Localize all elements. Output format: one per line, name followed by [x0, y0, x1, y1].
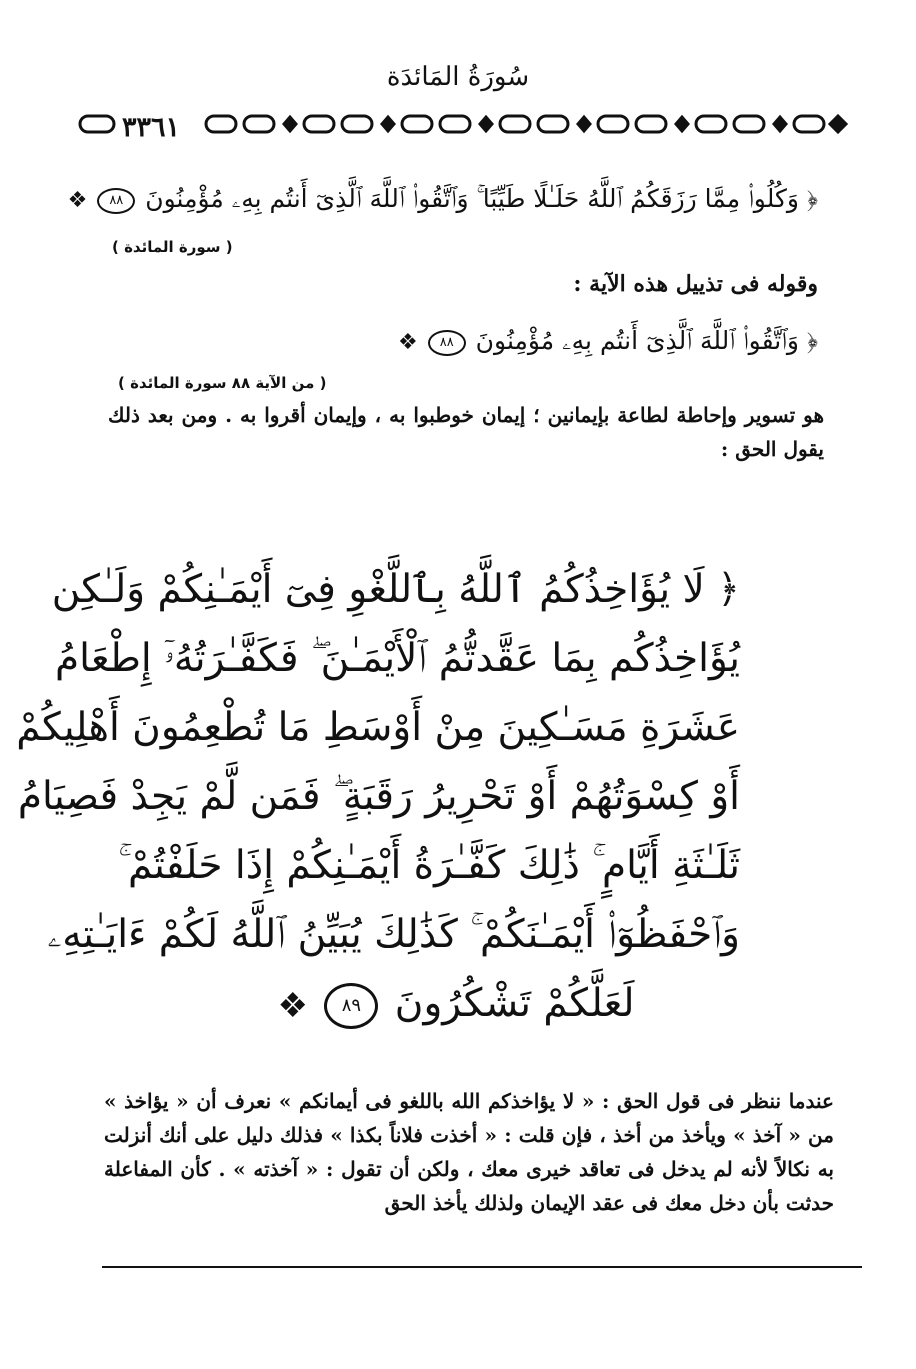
verse-89-line: ثَلَـٰثَةِ أَيَّامٍ ۚ ذَٰلِكَ كَفَّـٰرَةُ أَيْمَـٰنِكُمْ إِذَا حَلَفْتُمْ ۚ: [118, 843, 740, 888]
verse-88-excerpt-text: ﴿ وَٱتَّقُوا۟ ٱللَّهَ ٱلَّذِىٓ أَنتُم بِهِۦ مُؤْمِنُونَ: [475, 326, 818, 355]
ayah-end-marker-icon: ٨٩: [324, 983, 378, 1029]
quran-verse-88: [67, 178, 818, 222]
page-number: ٣٣٦١: [118, 112, 184, 143]
verse-89-line: يُؤَاخِذُكُم بِمَا عَقَّدتُّمُ ٱلْأَيْمَـٰنَ ۖ فَكَفَّـٰرَتُهُۥٓ إِطْعَامُ: [54, 636, 740, 681]
ornamental-frame-icon: ❖: [277, 985, 308, 1026]
commentary-paragraph-1: هو تسوير وإحاطة لطاعة بإيمانين ؛ إيمان خوطبوا به ، وإيمان أقروا به . ومن بعد ذلك يقول الحق :: [108, 403, 824, 461]
footer-divider: [102, 1266, 862, 1268]
verse-89-line: لَعَلَّكُمْ تَشْكُرُونَ: [394, 981, 635, 1026]
ornamental-frame-icon: ❖: [67, 187, 88, 213]
verse-88-excerpt-reference: ( من الآية ٨٨ سورة المائدة ): [118, 374, 327, 392]
verse-88-reference: ( سورة المائدة ): [112, 238, 233, 256]
ornamental-frame-icon: ❖: [398, 329, 418, 355]
quran-verse-88-excerpt: [398, 318, 818, 366]
ornament-chain: [206, 116, 846, 132]
running-header-surah-name: سُورَةُ المَائدَة: [386, 62, 530, 92]
verse-89-line: أَوْ كِسْوَتُهُمْ أَوْ تَحْرِيرُ رَقَبَةٍ ۖ فَمَن لَّمْ يَجِدْ فَصِيَامُ: [17, 774, 740, 819]
verse-89-line: وَٱحْفَظُوٓا۟ أَيْمَـٰنَكُمْ ۚ كَذَٰلِكَ يُبَيِّنُ ٱللَّهُ لَكُمْ ءَايَـٰتِهِۦ: [47, 912, 740, 957]
verse-89-line: ﴿ لَا يُؤَاخِذُكُمُ ٱللَّهُ بِٱللَّغْوِ فِىٓ أَيْمَـٰنِكُمْ وَلَـٰكِن: [51, 567, 740, 612]
quran-verse-89: [16, 555, 740, 1041]
verse-89-final-line: [172, 969, 740, 1041]
ornament-capsule-left: [80, 116, 114, 132]
ayah-end-marker-icon: ٨٨: [97, 188, 135, 214]
verse-89-line: عَشَرَةِ مَسَـٰكِينَ مِنْ أَوْسَطِ مَا تُطْعِمُونَ أَهْلِيكُمْ: [16, 705, 740, 750]
verse-88-text: ﴿ وَكُلُوا۟ مِمَّا رَزَقَكُمُ ٱللَّهُ حَلَـٰلًا طَيِّبًا ۚ وَٱتَّقُوا۟ ٱللَّهَ ٱلَّذِىٓ أَنتُم بِهِۦ مُؤْمِنُونَ: [145, 184, 818, 213]
commentary-paragraph-2: عندما ننظر فى قول الحق : « لا يؤاخذكم الله باللغو فى أيمانكم » نعرف أن « يؤاخذ » من « آخذ » ويأخذ من أخذ ، فإن قلت : « أخذت فلاناً بكذا » فذلك دليل على أنك أنزلت به نكالاً لأنه لم يدخل فى تعاقد خيرى معك ، ولكن أن تقول : « آخذته » . كأن المفاعلة حدثت بأن دخل معك فى عقد الإيمان ولذلك يأخذ الحق: [104, 1089, 834, 1215]
intro-line: وقوله فى تذييل هذه الآية :: [573, 271, 818, 297]
ayah-end-marker-icon: ٨٨: [428, 330, 466, 356]
header-ornament-band: [78, 104, 854, 144]
